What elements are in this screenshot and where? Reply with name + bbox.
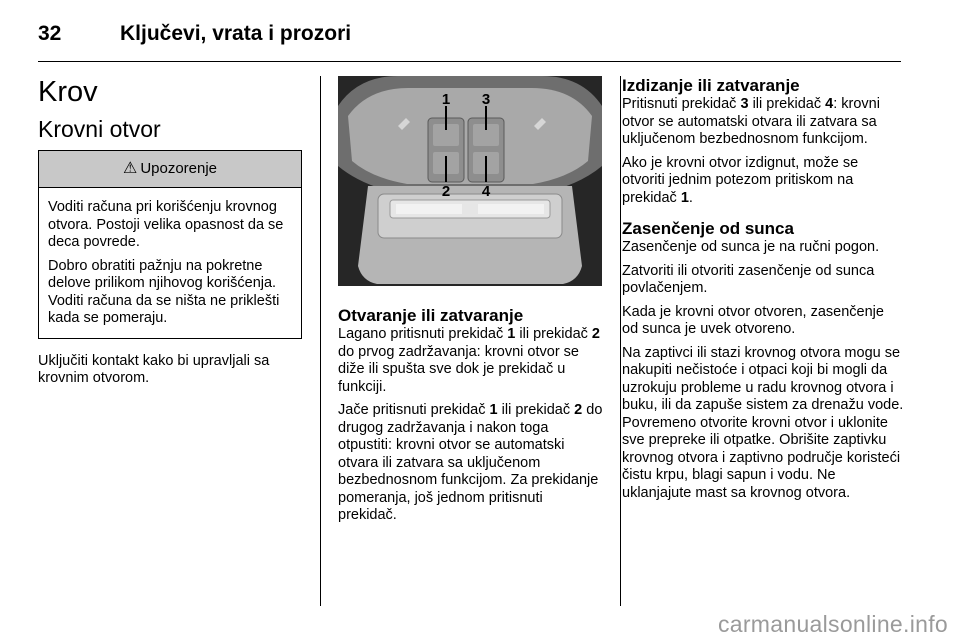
figure-label-4: 4 [481, 183, 491, 200]
section-heading: Krov [38, 76, 98, 108]
sunroof-switch-illustration [338, 76, 602, 286]
figure-label-1: 1 [441, 91, 451, 108]
header-divider [38, 61, 901, 62]
ignition-note: Uključiti kontakt kako bi upravljali sa krovnim otvorom. [38, 352, 270, 386]
warning-box [38, 150, 302, 339]
sunshade-paragraph: Zasenčenje od sunca je na ručni pogon. [622, 239, 880, 255]
column-divider-2 [620, 76, 621, 606]
figure-label-2: 2 [441, 183, 451, 200]
column-2 [338, 76, 603, 531]
figure-label-3: 3 [481, 91, 491, 108]
maintenance-paragraph: Na zaptivci ili stazi krovnog otvora mogu se nakupiti nečistoće i otpaci koji bi mogli da uzrokuju probleme u radu krovnog otvora i buku, ili da zapuše sistem za drenažu vode. Povremeno otvorite krovni otvor i uklonite sve prepreke ili otpatke. Obrišite zaptivku krovnog otvora i zaptivno područje koristeći čistu krpu, blagi sapun i vodu. Ne uklanjajute mast sa krovnog otvora. [622, 344, 904, 501]
site-watermark: carmanualsonline.info [717, 611, 948, 637]
open-close-paragraph-1: Lagano pritisnuti prekidač 1 ili prekidač 2 do prvog zadržavanja: krovni otvor se diže ili spušta sve dok je prekidač u funkciji. [338, 326, 600, 395]
page-header [38, 22, 901, 62]
open-close-heading: Otvaranje ili zatvaranje [338, 306, 524, 325]
warning-body [39, 188, 301, 338]
tilt-paragraph-2: Ako je krovni otvor izdignut, može se otvoriti jednim potezom pritiskom na prekidač 1. [622, 154, 859, 206]
warning-title: Upozorenje [140, 160, 218, 177]
page-number: 32 [38, 22, 62, 45]
warning-paragraph: Dobro obratiti pažnju na pokretne delove prilikom njihovog korišćenja. Voditi računa da se ništa ne priklešti kada se pomeraju. [48, 257, 280, 326]
column-1 [38, 76, 302, 394]
column-3 [622, 76, 904, 508]
warning-header [39, 151, 301, 188]
tilt-close-heading: Izdizanje ili zatvaranje [622, 76, 800, 95]
chapter-title: Ključevi, vrata i prozori [120, 22, 352, 45]
tilt-paragraph-1: Pritisnuti prekidač 3 ili prekidač 4: krovni otvor se automatski otvara ili zatvara sa uključenom bezbednosnom funkcijom. [622, 96, 880, 147]
open-close-paragraph-2: Jače pritisnuti prekidač 1 ili prekidač 2 do drugog zadržavanja i nakon toga otpustiti: krovni otvor se automatski otvara ili zatvara sa uključenom bezbednosnom funkcijom. Za prekidanje pomeranja, još jednom pritisnuti prekidač. [338, 402, 603, 523]
subsection-heading: Krovni otvor [38, 116, 161, 142]
column-divider-1 [320, 76, 321, 606]
warning-paragraph: Voditi računa pri korišćenju krovnog otvora. Postoji velika opasnost da se deca povrede. [48, 199, 284, 250]
sunshade-paragraph: Zatvoriti ili otvoriti zasenčenje od sunca povlačenjem. [622, 262, 875, 296]
sunshade-heading: Zasenčenje od sunca [622, 219, 794, 238]
sunshade-paragraph: Kada je krovni otvor otvoren, zasenčenje od sunca je uvek otvoreno. [622, 303, 884, 337]
sunroof-switch-figure [338, 76, 602, 286]
warning-triangle-icon: ⚠ [122, 160, 138, 177]
